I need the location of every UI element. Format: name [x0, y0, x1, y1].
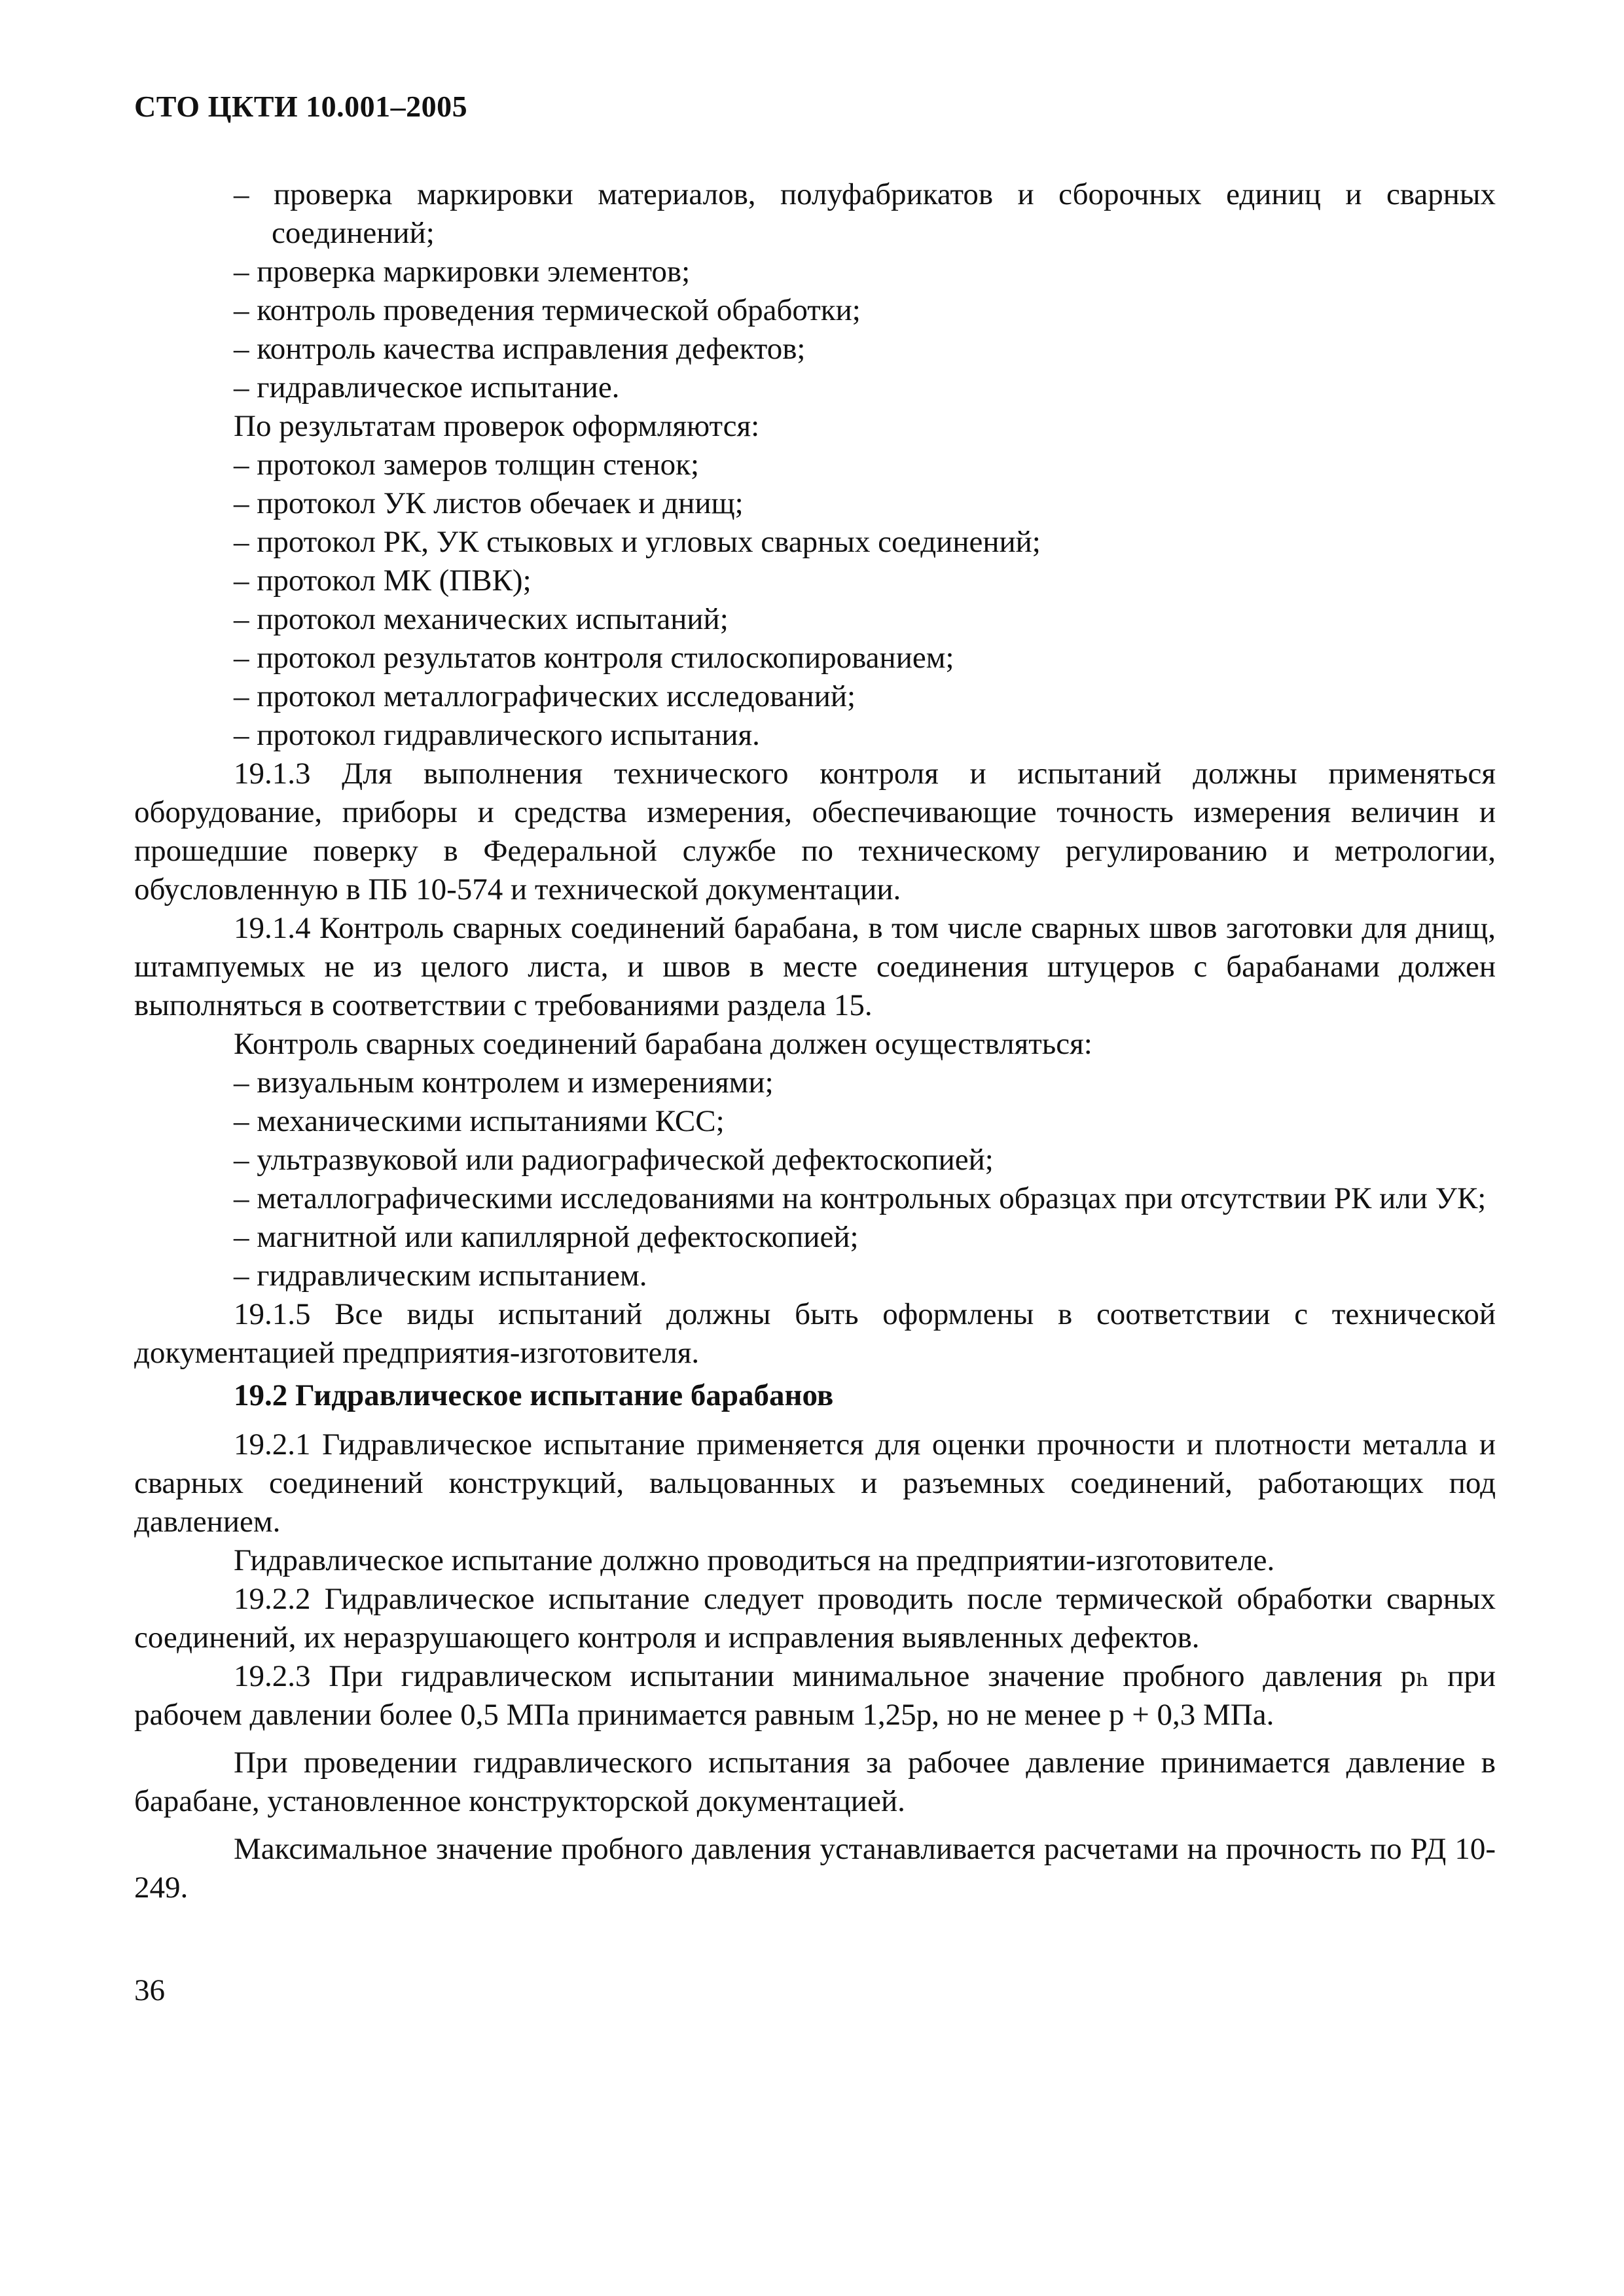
- section-heading-19-2: 19.2 Гидравлическое испытание барабанов: [234, 1378, 834, 1412]
- list-item: – металлографическими исследованиями на контрольных образцах при отсутствии РК или УК;: [234, 1181, 1487, 1215]
- paragraph-19-1-3: 19.1.3 Для выполнения технического контроля и испытаний должны применяться оборудование, приборы и средства измерения, обеспечивающие точность измерения величин и прошедшие поверку в Федеральной службе по техническому регулированию и метрологии, обусловленную в ПБ 10-574 и технической документации.: [134, 757, 1496, 906]
- list-item: – проверка маркировки элементов;: [234, 255, 691, 289]
- list-item: – ультразвуковой или радиографической дефектоскопией;: [234, 1143, 994, 1177]
- list-item: – гидравлическим испытанием.: [234, 1259, 647, 1293]
- page-number: 36: [134, 1973, 165, 2007]
- list-item: – контроль качества исправления дефектов;: [234, 332, 806, 366]
- list-item: – протокол замеров толщин стенок;: [234, 448, 700, 482]
- list-item: – протокол УК листов обечаек и днищ;: [234, 486, 744, 520]
- paragraph-19-1-4: 19.1.4 Контроль сварных соединений барабана, в том числе сварных швов заготовки для днищ, штампуемых не из целого листа, и швов в месте соединения штуцеров с барабанами должен выполняться в соответствии с требованиями раздела 15.: [134, 911, 1496, 1022]
- paragraph-19-2-2: 19.2.2 Гидравлическое испытание следует проводить после термической обработки сварных соединений, их неразрушающего контроля и исправления выявленных дефектов.: [134, 1582, 1496, 1655]
- paragraph-working-pressure: При проведении гидравлического испытания за рабочее давление принимается давление в барабане, установленное конструкторской документацией.: [134, 1746, 1496, 1818]
- protocols-intro: По результатам проверок оформляются:: [234, 409, 760, 443]
- list-item: – протокол результатов контроля стилоскопированием;: [234, 641, 954, 675]
- page-body: [134, 175, 1496, 1907]
- paragraph-max-pressure: Максимальное значение пробного давления устанавливается расчетами на прочность по РД 10-249.: [134, 1832, 1496, 1905]
- list-item: – протокол гидравлического испытания.: [234, 718, 760, 752]
- list-item: – контроль проведения термической обработки;: [234, 293, 861, 327]
- weld-control-intro: Контроль сварных соединений барабана должен осуществляться:: [234, 1027, 1092, 1061]
- list-item: – визуальным контролем и измерениями;: [234, 1066, 774, 1100]
- list-item: – протокол механических испытаний;: [234, 602, 729, 636]
- list-item: – магнитной или капиллярной дефектоскопией;: [234, 1220, 859, 1254]
- list-item: – проверка маркировки материалов, полуфабрикатов и сборочных единиц и сварных соединений;: [234, 177, 1496, 250]
- list-item: – протокол металлографических исследований;: [234, 679, 856, 713]
- list-item: – протокол МК (ПВК);: [234, 564, 532, 598]
- list-item: – механическими испытаниями КСС;: [234, 1104, 725, 1138]
- paragraph-19-2-1: 19.2.1 Гидравлическое испытание применяется для оценки прочности и плотности металла и сварных соединений конструкций, вальцованных и разъемных соединений, работающих под давлением.: [134, 1427, 1496, 1539]
- list-item: – гидравлическое испытание.: [234, 370, 620, 404]
- paragraph-19-1-5: 19.1.5 Все виды испытаний должны быть оформлены в соответствии с технической документацией предприятия-изготовителя.: [134, 1297, 1496, 1370]
- paragraph-19-2-3: 19.2.3 При гидравлическом испытании минимальное значение пробного давления pₕ при рабочем давлении более 0,5 МПа принимается равным 1,25p, но не менее p + 0,3 МПа.: [134, 1659, 1496, 1732]
- document-code-header: СТО ЦКТИ 10.001–2005: [134, 90, 468, 123]
- paragraph-manufacturer: Гидравлическое испытание должно проводиться на предприятии-изготовителе.: [234, 1543, 1275, 1577]
- list-item: – протокол РК, УК стыковых и угловых сварных соединений;: [234, 525, 1041, 559]
